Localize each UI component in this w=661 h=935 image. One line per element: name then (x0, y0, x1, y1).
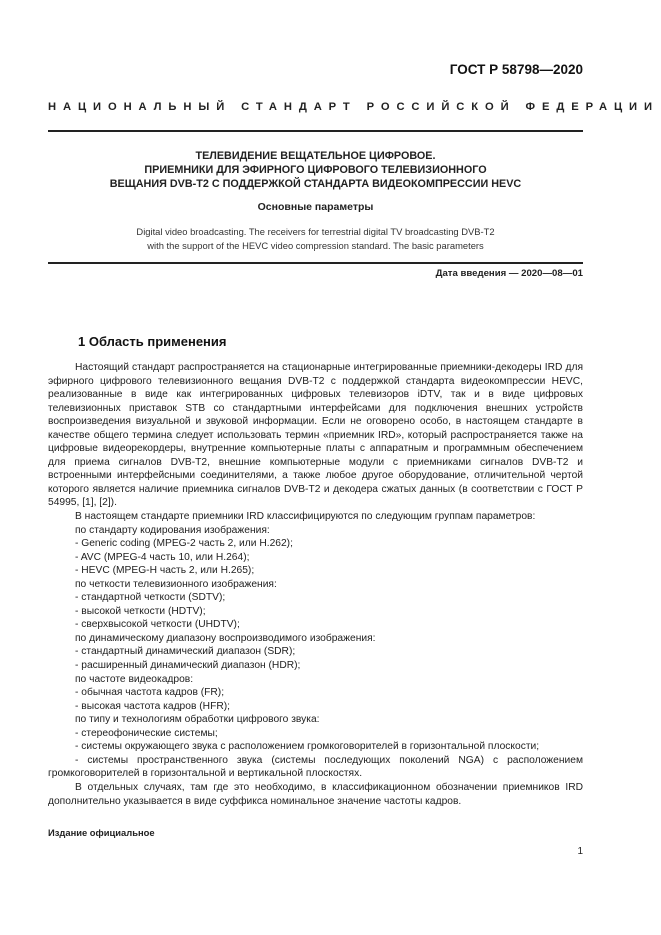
top-divider (48, 130, 583, 132)
english-title-line: with the support of the HEVC video compression standard. The basic parameters (147, 239, 484, 251)
list-group-heading: по динамическому диапазону воспроизводимого изображения: (75, 632, 376, 644)
list-item: - высокой четкости (HDTV); (75, 605, 206, 617)
list-item: - системы пространственного звука (системы последующих поколений NGA) с расположением громкоговорителей в горизонтальной и вертикальной плоскостях. (48, 754, 583, 780)
list-item: - стандартной четкости (SDTV); (75, 592, 226, 604)
paragraph: Настоящий стандарт распространяется на стационарные интегрированные приемники-декодеры IRD для эфирного цифрового телевизионного вещания DVB-T2 с поддержкой стандарта видеокомпрессии HEVC, реализованные в виде как интегрированных цифровых телевизоров iDTV, так и в виде цифровых телевизионных приставок STB со стандартными интерфейсами для подключения внешних устройств воспроизведения визуальной и звуковой информации. Если не оговорено особо, в настоящем стандарте в качестве общего термина следует использовать термин «приемник IRD», который распространяется также на цифровые видеорекордеры, внутренние компьютерные платы с аппаратным и программным обеспечением для приема сигналов DVB-T2, внешние компьютерные модули с приемниками сигналов DVB-T2 и встроенными интерфейсными соединителями, а также любое другое оборудование, отличительной чертой которого является наличие приемника сигналов DVB-T2 и декодера сжатых данных (в соответствии с ГОСТ Р 54995, [1], [2]). (48, 362, 583, 509)
section-heading: 1 Область применения (78, 334, 227, 349)
national-standard-banner: НАЦИОНАЛЬНЫЙ СТАНДАРТ РОССИЙСКОЙ ФЕДЕРАЦИИ (48, 101, 659, 113)
document-subtitle: Основные параметры (257, 201, 374, 213)
document-number: ГОСТ Р 58798—2020 (449, 62, 583, 77)
page-number: 1 (577, 846, 583, 857)
title-line: ПРИЕМНИКИ ДЛЯ ЭФИРНОГО ЦИФРОВОГО ТЕЛЕВИЗИОННОГО (144, 164, 487, 177)
title-line: ВЕЩАНИЯ DVB-T2 С ПОДДЕРЖКОЙ СТАНДАРТА ВИДЕОКОМПРЕССИИ HEVC (109, 178, 522, 191)
official-edition-note: Издание официальное (48, 827, 155, 838)
list-group-heading: по четкости телевизионного изображения: (75, 578, 277, 590)
list-item: - расширенный динамический диапазон (HDR); (75, 660, 301, 672)
list-item: - сверхвысокой четкости (UHDTV); (75, 619, 240, 631)
document-title (48, 149, 583, 192)
list-item: - высокая частота кадров (HFR); (75, 700, 230, 712)
list-item: - AVC (MPEG-4 часть 10, или Н.264); (75, 551, 250, 563)
list-group-heading: по стандарту кодирования изображения: (75, 524, 270, 536)
list-item: - системы окружающего звука с расположением громкоговорителей в горизонтальной плоскости; (75, 741, 540, 753)
list-item: - HEVC (MPEG-H часть 2, или Н.265); (75, 565, 255, 577)
list-item: - стереофонические системы; (75, 727, 218, 739)
title-line: ТЕЛЕВИДЕНИЕ ВЕЩАТЕЛЬНОЕ ЦИФРОВОЕ. (195, 150, 436, 162)
paragraph: В настоящем стандарте приемники IRD классифицируются по следующим группам параметров: (75, 511, 536, 523)
list-item: - Generic coding (MPEG-2 часть 2, или Н.262); (75, 538, 293, 550)
paragraph: В отдельных случаях, там где это необходимо, в классификационном обозначении приемников IRD дополнительно указывается в виде суффикса номинальное значение частоты кадров. (48, 781, 583, 807)
list-group-heading: по типу и технологиям обработки цифрового звука: (75, 714, 320, 726)
title-divider (48, 262, 583, 264)
english-title-line: Digital video broadcasting. The receivers for terrestrial digital TV broadcasting DVB-T2 (136, 226, 495, 237)
effective-date: Дата введения — 2020—08—01 (435, 268, 583, 279)
section-body (48, 361, 583, 808)
list-item: - стандартный динамический диапазон (SDR); (75, 646, 296, 658)
list-item: - обычная частота кадров (FR); (75, 687, 225, 699)
english-title (48, 225, 583, 252)
list-group-heading: по частоте видеокадров: (75, 673, 194, 685)
